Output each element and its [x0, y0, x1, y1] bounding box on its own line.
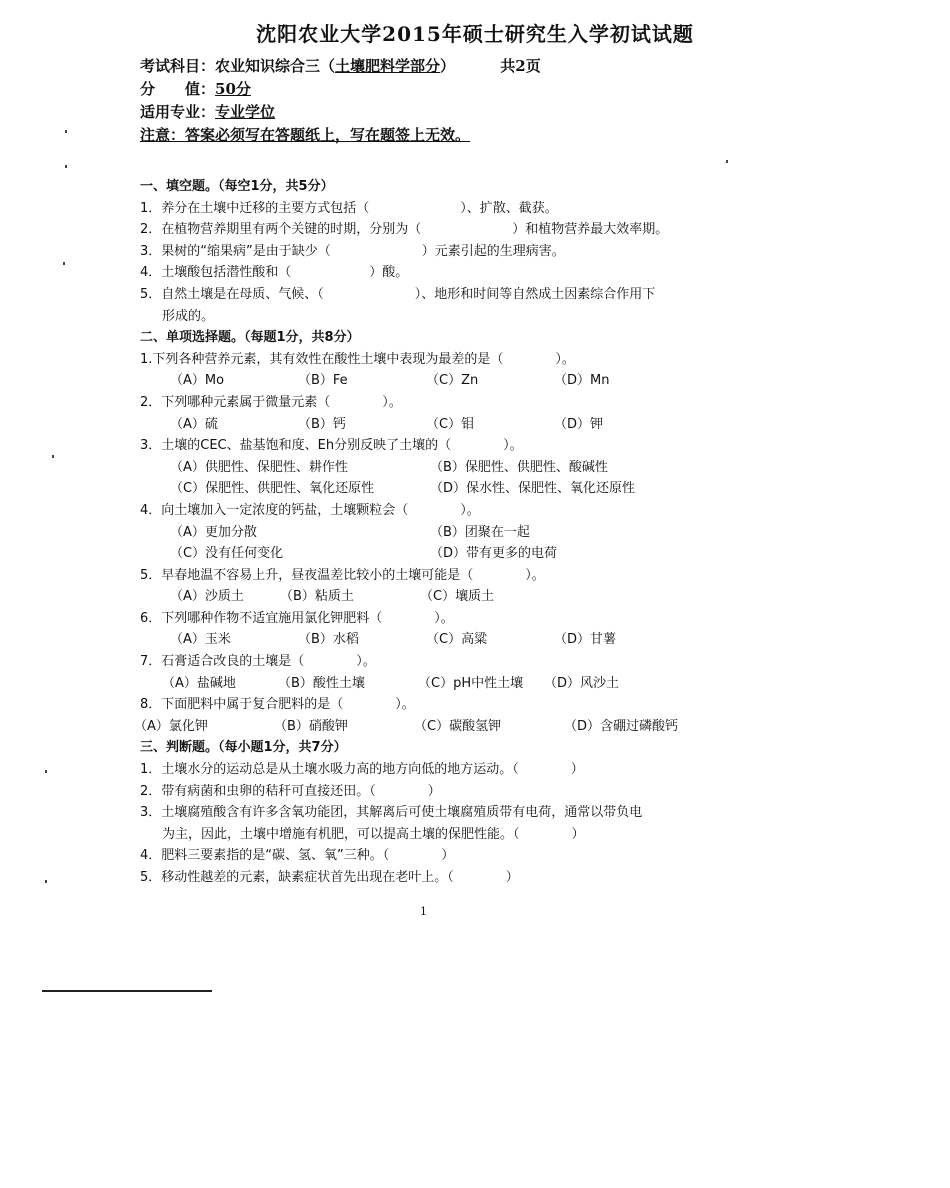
- choice-q6: 6．下列哪种作物不适宜施用氯化钾肥料（ ）。: [140, 610, 454, 626]
- option: （C）钼: [426, 416, 475, 432]
- choice-q5: 5．早春地温不容易上升，昼夜温差比较小的土壤可能是（ ）。: [140, 567, 545, 583]
- judge-item-3: 3．土壤腐殖酸含有许多含氧功能团，其解离后可使土壤腐殖质带有电荷，通常以带负电: [140, 805, 643, 821]
- choice-q4: 4．向土壤加入一定浓度的钙盐，土壤颗粒会（ ）。: [140, 502, 480, 518]
- exam-meta: [140, 55, 541, 147]
- fill-item-1: 1．养分在土壤中迁移的主要方式包括（ ）、扩散、截获。: [140, 200, 558, 216]
- notice: 注意：答案必须写在答题纸上，写在题签上无效。: [140, 126, 471, 144]
- fill-item-2: 2．在植物营养期里有两个关键的时期，分别为（ ）和植物营养最大效率期。: [140, 222, 669, 238]
- section2-heading: 二、单项选择题。（每题1分，共8分）: [140, 330, 360, 346]
- choice-q2: 2．下列哪种元素属于微量元素（ ）。: [140, 394, 402, 410]
- exam-title: 沈阳农业大学2015年硕士研究生入学初试试题: [256, 22, 694, 46]
- option: （A）沙质土: [170, 589, 244, 605]
- option: （C）pH中性土壤: [418, 675, 524, 691]
- section3-heading: 三、判断题。（每小题1分，共7分）: [140, 740, 347, 756]
- choice-q2-options: [140, 414, 740, 436]
- major-value: 专业学位: [215, 103, 276, 121]
- scan-dot: [45, 770, 47, 773]
- option: （D）风沙土: [544, 675, 620, 691]
- judge-item-4: 4．肥料三要素指的是“碳、氢、氧”三种。（ ）: [140, 848, 455, 864]
- scan-dot: [65, 130, 67, 133]
- scan-dot: [45, 880, 47, 883]
- choice-q8: 8．下面肥料中属于复合肥料的是（ ）。: [140, 697, 415, 713]
- choice-q5-options: [140, 586, 740, 608]
- option: （D）保水性、保肥性、氧化还原性: [430, 481, 636, 497]
- fill-item-4: 4．土壤酸包括潜性酸和（ ）酸。: [140, 265, 409, 281]
- subject-label: 考试科目：: [140, 57, 216, 75]
- option: （C）Zn: [426, 373, 479, 389]
- fill-item-5: 5．自然土壤是在母质、气候、（ ）、地形和时间等自然成土因素综合作用下: [140, 286, 656, 302]
- choice-q3-options-cd: [140, 478, 740, 500]
- page-count: 共2页: [500, 57, 541, 75]
- option: （B）粘质土: [280, 589, 354, 605]
- option: （A）玉米: [170, 632, 231, 648]
- option: （A）氯化钾: [134, 718, 208, 734]
- choice-q6-options: [140, 629, 740, 651]
- option: （B）酸性土壤: [278, 675, 365, 691]
- score-label: 分 值：: [140, 80, 216, 98]
- score-row: [140, 78, 541, 101]
- judge-item-1: 1．土壤水分的运动总是从土壤水吸力高的地方向低的地方运动。（ ）: [140, 762, 584, 778]
- option: （C）没有任何变化: [170, 546, 284, 562]
- choice-q7: 7．石膏适合改良的土壤是（ ）。: [140, 654, 376, 670]
- fill-item-5-cont: 形成的。: [162, 308, 215, 324]
- option: （B）保肥性、供肥性、酸碱性: [430, 459, 608, 475]
- option: （A）硫: [170, 416, 218, 432]
- choice-q4-options-ab: [140, 522, 740, 544]
- option: （A）盐碱地: [162, 675, 236, 691]
- choice-q4-options-cd: [140, 543, 740, 565]
- choice-q8-options: [134, 716, 740, 738]
- subject-end: ）: [440, 57, 456, 75]
- section1-heading: 一、填空题。（每空1分，共5分）: [140, 179, 334, 194]
- option: （C）壤质土: [420, 589, 495, 605]
- option: （D）钾: [554, 416, 604, 432]
- subject-part: 土壤肥料学部分: [335, 57, 441, 75]
- subject-value: 农业知识综合三（: [215, 57, 336, 75]
- scan-dot: [726, 160, 728, 163]
- option: （A）更加分散: [170, 524, 257, 540]
- scan-dot: [65, 165, 67, 168]
- major-label: 适用专业：: [140, 103, 216, 121]
- option: （D）含硼过磷酸钙: [564, 718, 679, 734]
- page-number: 1: [420, 905, 427, 918]
- exam-body: [134, 176, 740, 889]
- option: （A）Mo: [170, 373, 225, 389]
- choice-q3-options-ab: [140, 457, 740, 479]
- option: （D）Mn: [554, 373, 610, 389]
- option: （A）供肥性、保肥性、耕作性: [170, 459, 348, 475]
- choice-q1: 1.下列各种营养元素，其有效性在酸性土壤中表现为最差的是（ ）。: [140, 351, 575, 367]
- option: （B）硝酸钾: [274, 718, 348, 734]
- scan-artifact-line: [42, 990, 212, 992]
- scan-dot: [63, 262, 65, 265]
- option: （C）高粱: [426, 632, 488, 648]
- judge-item-5: 5．移动性越差的元素，缺素症状首先出现在老叶上。（ ）: [140, 870, 519, 885]
- fill-item-3: 3．果树的“缩果病”是由于缺少（ ）元素引起的生理病害。: [140, 243, 565, 259]
- judge-item-3-cont: 为主，因此，土壤中增施有机肥，可以提高土壤的保肥性能。（ ）: [162, 826, 585, 842]
- choice-q1-options: [140, 370, 740, 392]
- option: （C）保肥性、供肥性、氧化还原性: [170, 481, 375, 497]
- score-value: 50分: [215, 80, 251, 98]
- judge-item-2: 2．带有病菌和虫卵的秸秆可直接还田。（ ）: [140, 783, 441, 799]
- option: （C）碳酸氢钾: [414, 718, 502, 734]
- option: （B）钙: [298, 416, 346, 432]
- choice-q7-options: [140, 673, 740, 695]
- option: （D）带有更多的电荷: [430, 546, 558, 562]
- option: （D）甘薯: [554, 632, 617, 648]
- subject-row: [140, 55, 541, 78]
- choice-q3: 3．土壤的CEC、盐基饱和度、Eh分别反映了土壤的（ ）。: [140, 438, 523, 454]
- option: （B）团聚在一起: [430, 524, 530, 540]
- scan-dot: [52, 455, 54, 458]
- option: （B）水稻: [298, 632, 359, 648]
- major-row: [140, 101, 541, 124]
- option: （B）Fe: [298, 373, 348, 389]
